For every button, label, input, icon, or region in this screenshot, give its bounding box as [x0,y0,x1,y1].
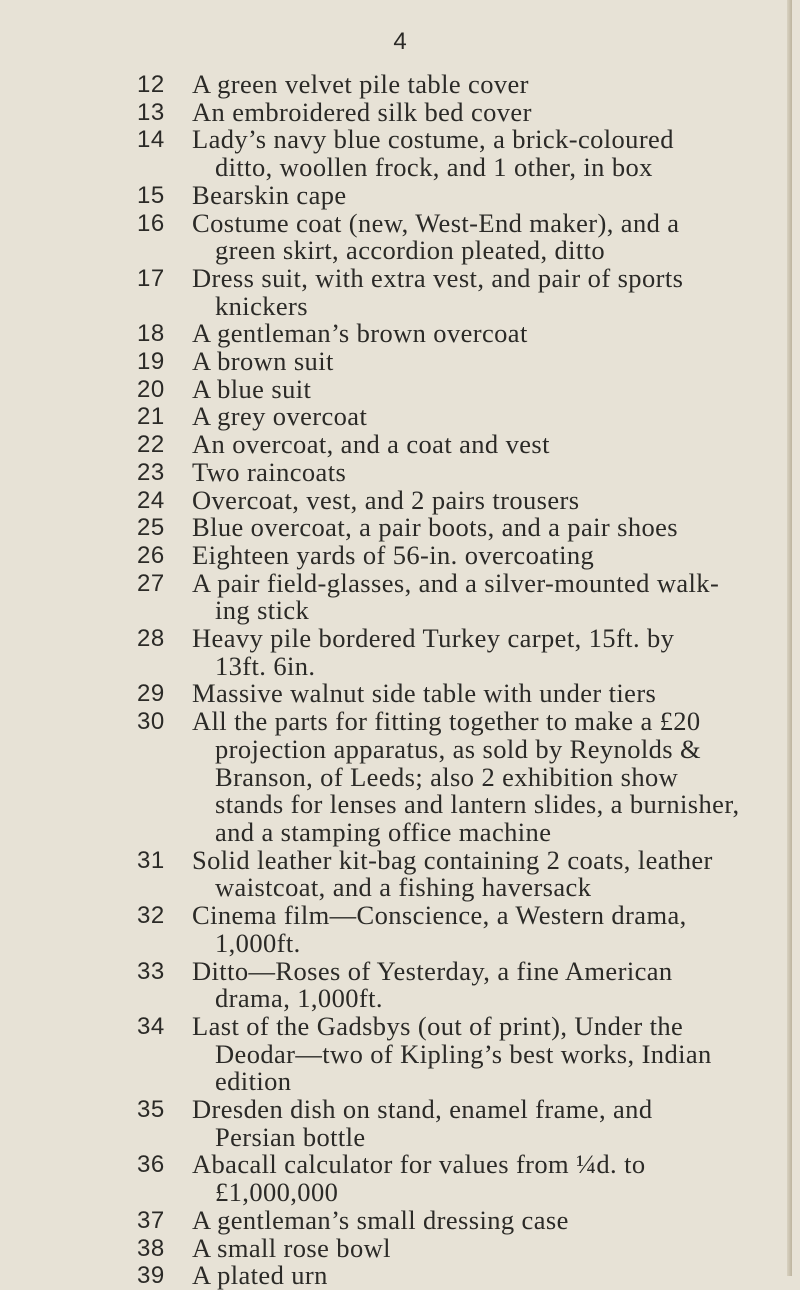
lot-description-line: Blue overcoat, a pair boots, and a pair shoes [192,512,679,543]
lot-description-line: A grey overcoat [192,401,368,432]
list-item [0,708,800,847]
list-item [0,320,800,348]
list-item [0,431,800,459]
lot-number: 18 [137,320,165,348]
lot-number: 29 [137,680,165,708]
list-item [0,373,800,404]
lot-number: 33 [137,957,165,985]
list-item [0,348,800,376]
list-item [0,514,800,542]
lot-description-line: £1,000,000 [215,1177,339,1208]
lot-description-line: waistcoat, and a fishing haversack [215,872,592,903]
lot-description-line: 1,000ft. [215,927,301,958]
lot-description-line: drama, 1,000ft. [215,983,383,1014]
list-item [0,539,800,570]
list-item [0,567,800,626]
lot-description-line: Solid leather kit-bag containing 2 coats, leather [192,844,713,875]
lot-number: 16 [137,209,165,237]
lot-number: 36 [137,1151,165,1179]
lot-number: 31 [137,846,165,874]
list-item [0,403,800,431]
lot-number: 13 [137,98,165,126]
lot-description-line: edition [215,1066,292,1097]
lot-description-line: green skirt, accordion pleated, ditto [215,235,606,266]
lot-number: 17 [137,264,165,292]
lot-number: 30 [137,708,165,736]
list-item [0,71,800,99]
list-item [0,625,800,680]
list-item [0,1010,800,1097]
lot-number: 21 [137,403,165,431]
lot-description-line: A gentleman’s small dressing case [192,1204,569,1235]
lot-description-line: stands for lenses and lantern slides, a burnisher, [215,789,740,820]
list-item [0,179,800,210]
lot-number: 25 [137,514,165,542]
list-item [0,955,800,1014]
lot-number: 26 [137,541,165,569]
lot-number: 38 [137,1234,165,1262]
lot-description-line: Heavy pile bordered Turkey carpet, 15ft. by [192,623,675,654]
lot-number: 37 [137,1206,165,1234]
lot-description-line: A gentleman’s brown overcoat [192,318,528,349]
lot-description-line: Costume coat (new, West-End maker), and a [192,207,680,238]
lot-number: 28 [137,625,165,653]
page-edge [787,0,792,1276]
list-item [0,902,800,957]
lot-description-line: Deodar—two of Kipling’s best works, Indian [215,1038,712,1069]
lot-number: 14 [137,126,165,154]
lot-description-line: A small rose bowl [192,1232,391,1263]
list-item [0,1262,800,1290]
lot-description-line: Massive walnut side table with under tiers [192,678,657,709]
lot-description-line: An embroidered silk bed cover [192,96,532,127]
lot-number: 22 [137,431,165,459]
list-item [0,96,800,127]
lot-description-line: Dress suit, with extra vest, and pair of sports [192,262,684,293]
lot-description-line: Bearskin cape [192,179,347,210]
lot-description-line: All the parts for fitting together to make a £20 [192,706,701,737]
lot-number: 27 [137,569,165,597]
lot-description-line: Persian bottle [215,1121,366,1152]
lot-number: 12 [137,71,165,98]
list-item [0,1232,800,1263]
lot-description-line: A pair field-glasses, and a silver-mounted walk- [192,567,720,598]
lot-number: 20 [137,375,165,403]
lot-description-line: 13ft. 6in. [215,650,316,681]
lot-description-line: Two raincoats [192,456,347,487]
lot-number: 32 [137,902,165,930]
list-item [0,126,800,181]
lot-description-line: knickers [215,290,308,321]
lot-description-line: ditto, woollen frock, and 1 other, in box [215,152,653,183]
lot-number: 39 [137,1262,165,1290]
list-item [0,1151,800,1206]
lot-number: 15 [137,181,165,209]
lot-description-line: An overcoat, and a coat and vest [192,429,550,460]
list-item [0,262,800,321]
list-item [0,1204,800,1235]
lot-description-line: A brown suit [192,346,334,377]
lot-description-line: Last of the Gadsbys (out of print), Under the [192,1010,684,1041]
page-number: 4 [393,28,407,55]
list-item [0,456,800,487]
lot-number: 24 [137,486,165,514]
lot-description-line: A green velvet pile table cover [192,69,529,99]
list-item [0,207,800,266]
lot-description-line: Dresden dish on stand, enamel frame, and [192,1094,653,1125]
lot-description-line: Abacall calculator for values from ¼d. to [192,1149,646,1180]
lot-description-line: A plated urn [192,1260,328,1290]
item-list [0,71,800,1290]
lot-description-line: Branson, of Leeds; also 2 exhibition show [215,761,679,792]
list-item [0,680,800,708]
lot-description-line: Lady’s navy blue costume, a brick-coloured [192,124,674,155]
lot-number: 35 [137,1096,165,1124]
list-item [0,1096,800,1151]
lot-description-line: Ditto—Roses of Yesterday, a fine American [192,955,673,986]
lot-description-line: Eighteen yards of 56-in. overcoating [192,539,595,570]
lot-description-line: projection apparatus, as sold by Reynolds & [215,733,702,764]
lot-description-line: A blue suit [192,373,312,404]
lot-description-line: Overcoat, vest, and 2 pairs trousers [192,484,580,515]
lot-number: 34 [137,1012,165,1040]
list-item [0,484,800,515]
lot-description-line: and a stamping office machine [215,816,552,847]
list-item [0,844,800,903]
lot-description-line: ing stick [215,595,310,626]
lot-description-line: Cinema film—Conscience, a Western drama, [192,900,687,931]
lot-number: 23 [137,458,165,486]
lot-number: 19 [137,348,165,376]
